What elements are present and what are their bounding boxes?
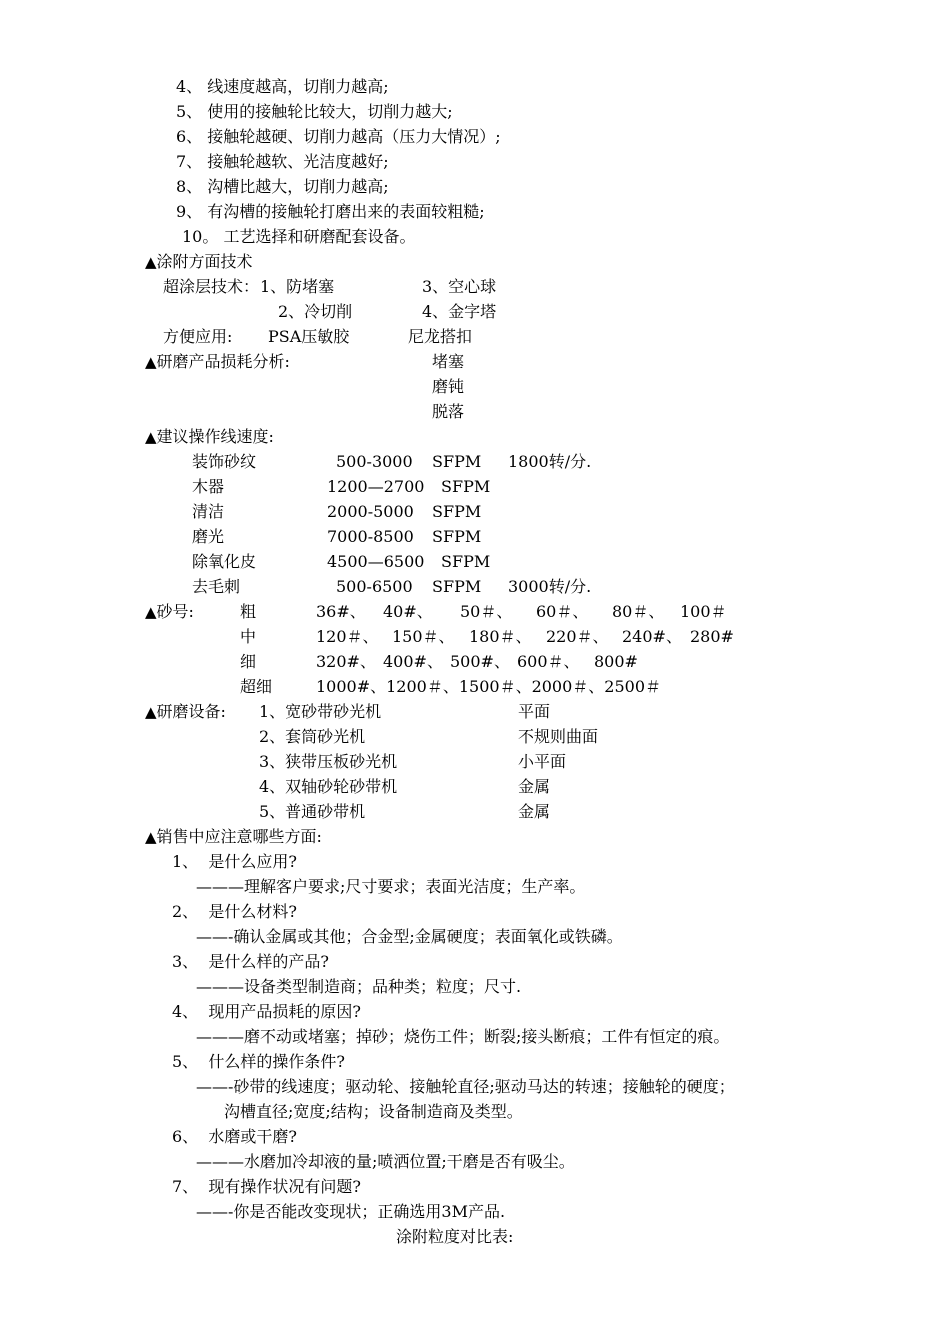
loss-item: 脱落 — [432, 402, 465, 421]
sales-answer-2: ——-确认金属或其他；合金型;金属硬度；表面氧化或铁磷。 — [196, 927, 623, 946]
factor-line-7: 7、 接触轮越软、光洁度越好; — [176, 152, 389, 171]
convenience-velcro: 尼龙搭扣 — [408, 327, 473, 346]
sales-answer-3: ———设备类型制造商；品种类；粒度；尺寸. — [196, 977, 522, 996]
speed-row-unit: SFPM — [432, 527, 482, 546]
speed-row-range: 500-3000 — [336, 452, 413, 471]
sales-question-3: 3、 是什么样的产品? — [172, 952, 329, 971]
loss-item: 堵塞 — [432, 352, 465, 371]
equipment-name: 2、套筒砂光机 — [259, 727, 366, 746]
factor-line-10: 10。 工艺选择和研磨配套设备。 — [182, 227, 416, 246]
speed-row-range: 2000-5000 — [327, 502, 414, 521]
speed-row-unit: SFPM — [432, 577, 482, 596]
factor-line-9: 9、 有沟槽的接触轮打磨出来的表面较粗糙; — [176, 202, 485, 221]
coating-heading: ▲涂附方面技术 — [145, 252, 253, 271]
grit-value: 400#、 — [383, 652, 443, 671]
sales-question-7: 7、 现有操作状况有问题? — [172, 1177, 361, 1196]
grit-heading: ▲砂号: — [145, 602, 194, 621]
coating-item-3: 3、空心球 — [422, 277, 497, 296]
sales-answer-5: ——-砂带的线速度；驱动轮、接触轮直径;驱动马达的转速；接触轮的硬度； — [196, 1077, 735, 1096]
loss-heading: ▲研磨产品损耗分析: — [145, 352, 290, 371]
equipment-name: 4、双轴砂轮砂带机 — [259, 777, 398, 796]
grit-value: 240#、 — [622, 627, 682, 646]
sales-answer-4: ———磨不动或堵塞；掉砂；烧伤工件；断裂;接头断痕；工件有恒定的痕。 — [196, 1027, 730, 1046]
factor-line-5: 5、 使用的接触轮比较大，切削力越大; — [176, 102, 453, 121]
factor-line-6: 6、 接触轮越硬、切削力越高（压力大情况）; — [176, 127, 501, 146]
triangle-marker-icon: ▲ — [145, 603, 157, 621]
sales-heading: ▲销售中应注意哪些方面: — [145, 827, 322, 846]
sales-answer-7: ——-你是否能改变现状；正确选用3M产品. — [196, 1202, 506, 1221]
speed-row-unit: SFPM — [441, 477, 491, 496]
grit-value: 220＃、 — [546, 627, 609, 646]
grit-row-label: 细 — [240, 652, 257, 671]
grit-row-label: 粗 — [240, 602, 257, 621]
grit-value: 500#、 — [450, 652, 510, 671]
triangle-marker-icon: ▲ — [145, 428, 157, 446]
speed-row-unit: SFPM — [432, 502, 482, 521]
grit-value: 60＃、 — [536, 602, 589, 621]
equipment-use: 金属 — [518, 777, 551, 796]
grit-value: 100＃ — [680, 602, 727, 621]
triangle-marker-icon: ▲ — [145, 353, 157, 371]
grit-table-title: 涂附粒度对比表: — [396, 1227, 514, 1246]
grit-value: 50＃、 — [460, 602, 513, 621]
equipment-use: 不规则曲面 — [518, 727, 599, 746]
sales-question-5: 5、 什么样的操作条件? — [172, 1052, 345, 1071]
coating-item-2: 2、冷切削 — [278, 302, 353, 321]
sales-answer-5-cont: 沟槽直径;宽度;结构；设备制造商及类型。 — [224, 1102, 523, 1121]
convenience-label: 方便应用: — [163, 327, 233, 346]
equipment-name: 3、狭带压板砂光机 — [259, 752, 398, 771]
triangle-marker-icon: ▲ — [145, 253, 157, 271]
grit-value: 150＃、 — [392, 627, 455, 646]
grit-value: 180＃、 — [469, 627, 532, 646]
equipment-use: 平面 — [518, 702, 551, 721]
grit-value: 600＃、 — [517, 652, 580, 671]
speed-row-range: 1200—2700 — [327, 477, 425, 496]
sales-question-2: 2、 是什么材料? — [172, 902, 297, 921]
grit-value: 320#、 — [316, 652, 376, 671]
triangle-marker-icon: ▲ — [145, 703, 157, 721]
speed-row-note: 1800转/分. — [508, 452, 592, 471]
speed-row-name: 装饰砂纹 — [192, 452, 257, 471]
sales-question-4: 4、 现用产品损耗的原因? — [172, 1002, 361, 1021]
coating-item-4: 4、金字塔 — [422, 302, 497, 321]
grit-value: 80＃、 — [612, 602, 665, 621]
speed-row-name: 去毛刺 — [192, 577, 241, 596]
sales-question-6: 6、 水磨或干磨? — [172, 1127, 297, 1146]
speed-row-name: 除氧化皮 — [192, 552, 257, 571]
equipment-name: 1、宽砂带砂光机 — [259, 702, 382, 721]
sales-answer-6: ———水磨加冷却液的量;喷洒位置;干磨是否有吸尘。 — [196, 1152, 575, 1171]
speed-row-range: 4500—6500 — [327, 552, 425, 571]
speed-row-unit: SFPM — [432, 452, 482, 471]
convenience-psa: PSA压敏胶 — [268, 327, 350, 346]
grit-value: 800# — [594, 652, 638, 671]
grit-value: 1000#、1200＃、1500＃、2000＃、2500＃ — [316, 677, 662, 696]
equipment-use: 金属 — [518, 802, 551, 821]
grit-value: 36#、 — [316, 602, 366, 621]
loss-item: 磨钝 — [432, 377, 465, 396]
speed-row-range: 500-6500 — [336, 577, 413, 596]
sales-answer-1: ———理解客户要求;尺寸要求；表面光洁度；生产率。 — [196, 877, 586, 896]
triangle-marker-icon: ▲ — [145, 828, 157, 846]
speed-heading: ▲建议操作线速度: — [145, 427, 274, 446]
speed-row-unit: SFPM — [441, 552, 491, 571]
grit-value: 120＃、 — [316, 627, 379, 646]
equipment-heading: ▲研磨设备: — [145, 702, 226, 721]
super-coating-label: 超涂层技术： — [163, 277, 260, 296]
speed-row-name: 木器 — [192, 477, 225, 496]
grit-row-label: 中 — [240, 627, 257, 646]
equipment-name: 5、普通砂带机 — [259, 802, 366, 821]
grit-value: 40#、 — [383, 602, 433, 621]
factor-line-4: 4、 线速度越高，切削力越高; — [176, 77, 389, 96]
sales-question-1: 1、 是什么应用? — [172, 852, 297, 871]
speed-row-name: 清洁 — [192, 502, 225, 521]
factor-line-8: 8、 沟槽比越大，切削力越高; — [176, 177, 389, 196]
speed-row-name: 磨光 — [192, 527, 225, 546]
equipment-use: 小平面 — [518, 752, 567, 771]
grit-row-label: 超细 — [240, 677, 273, 696]
speed-row-range: 7000-8500 — [327, 527, 414, 546]
grit-value: 280# — [690, 627, 734, 646]
coating-item-1: 1、防堵塞 — [260, 277, 335, 296]
speed-row-note: 3000转/分. — [508, 577, 592, 596]
